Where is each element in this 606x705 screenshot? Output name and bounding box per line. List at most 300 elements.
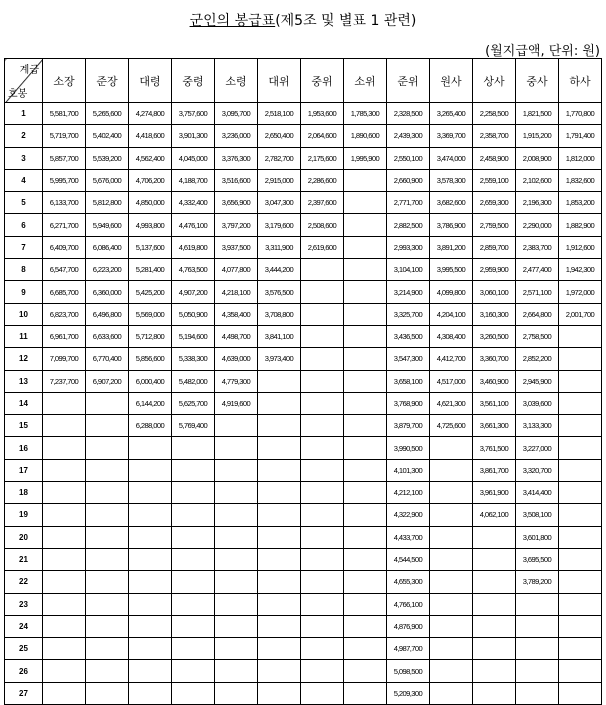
pay-cell <box>258 548 301 570</box>
pay-cell <box>301 437 344 459</box>
step-label: 15 <box>5 415 43 437</box>
pay-cell <box>344 348 387 370</box>
pay-cell: 3,320,700 <box>516 459 559 481</box>
pay-cell <box>86 526 129 548</box>
pay-cell <box>172 571 215 593</box>
pay-cell: 4,544,500 <box>387 548 430 570</box>
pay-cell <box>43 660 86 682</box>
pay-cell: 6,547,700 <box>43 259 86 281</box>
pay-cell <box>301 638 344 660</box>
pay-cell <box>559 638 602 660</box>
table-row <box>5 526 602 548</box>
step-label: 8 <box>5 259 43 281</box>
step-label: 9 <box>5 281 43 303</box>
pay-cell: 5,812,800 <box>86 192 129 214</box>
pay-cell <box>301 548 344 570</box>
pay-cell <box>301 615 344 637</box>
pay-cell: 4,779,300 <box>215 370 258 392</box>
pay-cell: 2,175,600 <box>301 147 344 169</box>
pay-cell <box>86 415 129 437</box>
pay-cell <box>430 638 473 660</box>
pay-cell: 3,768,900 <box>387 392 430 414</box>
pay-cell <box>430 660 473 682</box>
pay-cell <box>344 169 387 191</box>
pay-cell <box>129 593 172 615</box>
step-label: 14 <box>5 392 43 414</box>
header-row <box>5 59 602 103</box>
pay-cell: 3,757,600 <box>172 103 215 125</box>
pay-cell: 4,639,000 <box>215 348 258 370</box>
pay-cell: 3,039,600 <box>516 392 559 414</box>
table-row <box>5 415 602 437</box>
pay-cell <box>43 392 86 414</box>
pay-cell: 3,460,900 <box>473 370 516 392</box>
pay-cell: 6,685,700 <box>43 281 86 303</box>
step-label: 2 <box>5 125 43 147</box>
pay-cell <box>301 259 344 281</box>
pay-cell <box>430 459 473 481</box>
pay-cell <box>43 459 86 481</box>
pay-cell: 3,879,700 <box>387 415 430 437</box>
pay-cell <box>86 638 129 660</box>
pay-cell: 1,770,800 <box>559 103 602 125</box>
pay-cell: 4,308,400 <box>430 325 473 347</box>
pay-cell: 4,218,100 <box>215 281 258 303</box>
rank-header: 소령 <box>215 59 258 103</box>
pay-cell <box>258 593 301 615</box>
pay-cell <box>473 548 516 570</box>
pay-cell: 4,358,400 <box>215 303 258 325</box>
pay-cell: 5,209,300 <box>387 682 430 704</box>
pay-cell: 6,961,700 <box>43 325 86 347</box>
pay-cell: 5,581,700 <box>43 103 86 125</box>
pay-cell <box>344 593 387 615</box>
pay-cell <box>344 236 387 258</box>
pay-cell <box>301 571 344 593</box>
pay-cell <box>516 660 559 682</box>
pay-cell: 2,993,300 <box>387 236 430 258</box>
pay-cell <box>344 638 387 660</box>
pay-cell: 2,383,700 <box>516 236 559 258</box>
corner-step-label: 호봉 <box>8 89 28 100</box>
pay-cell: 5,949,600 <box>86 214 129 236</box>
pay-cell <box>258 638 301 660</box>
pay-cell: 1,912,600 <box>559 236 602 258</box>
table-row <box>5 615 602 637</box>
pay-cell <box>86 482 129 504</box>
pay-cell <box>129 526 172 548</box>
pay-cell: 6,133,700 <box>43 192 86 214</box>
table-row <box>5 437 602 459</box>
pay-cell: 3,547,300 <box>387 348 430 370</box>
pay-cell <box>516 682 559 704</box>
pay-cell <box>258 682 301 704</box>
pay-cell: 1,915,200 <box>516 125 559 147</box>
pay-cell <box>344 325 387 347</box>
step-label: 5 <box>5 192 43 214</box>
pay-cell <box>258 437 301 459</box>
pay-cell <box>215 660 258 682</box>
step-label: 7 <box>5 236 43 258</box>
pay-cell <box>43 415 86 437</box>
pay-cell <box>215 638 258 660</box>
pay-cell: 7,237,700 <box>43 370 86 392</box>
pay-cell: 6,223,200 <box>86 259 129 281</box>
pay-cell: 3,376,300 <box>215 147 258 169</box>
pay-cell: 3,260,500 <box>473 325 516 347</box>
pay-cell <box>559 482 602 504</box>
pay-cell: 2,945,900 <box>516 370 559 392</box>
pay-cell: 4,766,100 <box>387 593 430 615</box>
pay-cell: 3,236,000 <box>215 125 258 147</box>
title-reference: (제5조 및 별표 1 관련) <box>275 13 417 29</box>
pay-cell: 6,633,600 <box>86 325 129 347</box>
pay-cell: 6,770,400 <box>86 348 129 370</box>
pay-cell <box>43 482 86 504</box>
pay-cell <box>215 504 258 526</box>
pay-cell <box>559 660 602 682</box>
step-label: 19 <box>5 504 43 526</box>
pay-cell <box>301 281 344 303</box>
pay-cell: 3,414,400 <box>516 482 559 504</box>
table-row <box>5 103 602 125</box>
pay-cell: 6,000,400 <box>129 370 172 392</box>
pay-cell: 2,286,600 <box>301 169 344 191</box>
table-row <box>5 147 602 169</box>
pay-cell <box>430 571 473 593</box>
pay-cell: 2,660,900 <box>387 169 430 191</box>
pay-cell: 2,064,600 <box>301 125 344 147</box>
pay-cell <box>301 504 344 526</box>
pay-cell <box>473 682 516 704</box>
pay-cell <box>43 615 86 637</box>
pay-cell <box>301 682 344 704</box>
pay-cell <box>86 504 129 526</box>
pay-cell: 5,995,700 <box>43 169 86 191</box>
pay-cell: 4,850,000 <box>129 192 172 214</box>
pay-cell <box>129 682 172 704</box>
pay-cell <box>559 571 602 593</box>
pay-cell: 2,915,000 <box>258 169 301 191</box>
pay-cell <box>430 437 473 459</box>
pay-cell: 3,761,500 <box>473 437 516 459</box>
table-row <box>5 593 602 615</box>
pay-cell: 2,008,900 <box>516 147 559 169</box>
pay-cell <box>344 526 387 548</box>
pay-cell: 5,281,400 <box>129 259 172 281</box>
step-label: 6 <box>5 214 43 236</box>
pay-cell: 2,439,300 <box>387 125 430 147</box>
pay-cell <box>344 259 387 281</box>
pay-cell <box>258 526 301 548</box>
pay-cell <box>516 593 559 615</box>
pay-cell: 2,650,400 <box>258 125 301 147</box>
pay-cell: 3,789,200 <box>516 571 559 593</box>
pay-cell <box>473 526 516 548</box>
pay-cell: 4,562,400 <box>129 147 172 169</box>
pay-cell <box>258 504 301 526</box>
table-row <box>5 192 602 214</box>
pay-cell: 4,725,600 <box>430 415 473 437</box>
pay-cell <box>129 638 172 660</box>
pay-cell: 4,212,100 <box>387 482 430 504</box>
pay-cell: 2,458,900 <box>473 147 516 169</box>
pay-cell: 3,578,300 <box>430 169 473 191</box>
pay-cell: 3,995,500 <box>430 259 473 281</box>
step-label: 12 <box>5 348 43 370</box>
pay-cell: 5,539,200 <box>86 147 129 169</box>
pay-cell: 3,104,100 <box>387 259 430 281</box>
pay-cell: 1,821,500 <box>516 103 559 125</box>
pay-cell <box>129 482 172 504</box>
table-row <box>5 504 602 526</box>
pay-cell <box>172 482 215 504</box>
step-label: 24 <box>5 615 43 637</box>
pay-cell <box>559 459 602 481</box>
pay-cell: 6,907,200 <box>86 370 129 392</box>
pay-cell: 4,412,700 <box>430 348 473 370</box>
pay-cell: 2,619,600 <box>301 236 344 258</box>
pay-cell <box>559 415 602 437</box>
pay-cell <box>215 593 258 615</box>
pay-cell <box>301 325 344 347</box>
pay-cell: 5,676,000 <box>86 169 129 191</box>
pay-cell <box>86 392 129 414</box>
step-label: 3 <box>5 147 43 169</box>
step-label: 11 <box>5 325 43 347</box>
pay-cell: 5,569,000 <box>129 303 172 325</box>
rank-header: 준장 <box>86 59 129 103</box>
step-label: 13 <box>5 370 43 392</box>
rank-header: 소위 <box>344 59 387 103</box>
pay-cell <box>430 615 473 637</box>
pay-cell <box>215 437 258 459</box>
pay-cell: 2,196,300 <box>516 192 559 214</box>
pay-cell <box>344 482 387 504</box>
pay-cell: 5,712,800 <box>129 325 172 347</box>
pay-cell <box>344 548 387 570</box>
pay-cell: 1,942,300 <box>559 259 602 281</box>
pay-cell <box>559 526 602 548</box>
pay-cell <box>129 615 172 637</box>
pay-cell <box>172 526 215 548</box>
pay-cell: 4,101,300 <box>387 459 430 481</box>
pay-cell: 6,496,800 <box>86 303 129 325</box>
pay-cell: 5,338,300 <box>172 348 215 370</box>
pay-cell <box>516 615 559 637</box>
pay-cell <box>301 660 344 682</box>
pay-cell <box>129 548 172 570</box>
pay-cell <box>559 615 602 637</box>
pay-cell: 5,857,700 <box>43 147 86 169</box>
title-main: 군인의 봉급표 <box>189 13 276 29</box>
pay-cell: 4,987,700 <box>387 638 430 660</box>
pay-cell: 3,658,100 <box>387 370 430 392</box>
pay-cell: 2,508,600 <box>301 214 344 236</box>
pay-cell: 1,791,400 <box>559 125 602 147</box>
pay-cell <box>473 660 516 682</box>
pay-cell <box>258 370 301 392</box>
pay-cell: 3,227,000 <box>516 437 559 459</box>
pay-cell: 1,785,300 <box>344 103 387 125</box>
pay-cell <box>258 415 301 437</box>
pay-cell: 3,937,500 <box>215 236 258 258</box>
pay-cell: 2,397,600 <box>301 192 344 214</box>
rank-header: 중사 <box>516 59 559 103</box>
pay-cell: 2,859,700 <box>473 236 516 258</box>
pay-cell <box>559 437 602 459</box>
table-row <box>5 281 602 303</box>
pay-cell: 5,625,700 <box>172 392 215 414</box>
step-label: 1 <box>5 103 43 125</box>
pay-cell: 3,160,300 <box>473 303 516 325</box>
rank-header: 대령 <box>129 59 172 103</box>
table-row <box>5 459 602 481</box>
pay-cell <box>559 348 602 370</box>
rank-header: 원사 <box>430 59 473 103</box>
step-label: 21 <box>5 548 43 570</box>
pay-cell: 4,876,900 <box>387 615 430 637</box>
pay-cell <box>215 571 258 593</box>
table-row <box>5 325 602 347</box>
pay-cell: 3,508,100 <box>516 504 559 526</box>
pay-cell <box>301 526 344 548</box>
rank-header: 준위 <box>387 59 430 103</box>
rank-header: 대위 <box>258 59 301 103</box>
pay-cell <box>215 415 258 437</box>
table-row <box>5 259 602 281</box>
pay-cell <box>43 504 86 526</box>
pay-cell <box>344 281 387 303</box>
pay-cell: 4,099,800 <box>430 281 473 303</box>
pay-cell <box>559 370 602 392</box>
pay-cell: 4,188,700 <box>172 169 215 191</box>
pay-cell <box>344 437 387 459</box>
table-row <box>5 348 602 370</box>
rank-header: 하사 <box>559 59 602 103</box>
table-row <box>5 236 602 258</box>
pay-cell: 3,891,200 <box>430 236 473 258</box>
step-label: 26 <box>5 660 43 682</box>
pay-cell <box>430 593 473 615</box>
pay-cell <box>301 593 344 615</box>
pay-cell <box>430 482 473 504</box>
pay-cell: 3,133,300 <box>516 415 559 437</box>
pay-table <box>4 58 602 705</box>
pay-cell: 4,907,200 <box>172 281 215 303</box>
pay-cell <box>559 593 602 615</box>
pay-cell <box>344 459 387 481</box>
step-label: 27 <box>5 682 43 704</box>
pay-cell <box>215 482 258 504</box>
pay-cell <box>344 392 387 414</box>
pay-cell <box>258 615 301 637</box>
pay-cell: 6,271,700 <box>43 214 86 236</box>
pay-cell: 1,882,900 <box>559 214 602 236</box>
pay-cell <box>129 504 172 526</box>
pay-cell: 5,402,400 <box>86 125 129 147</box>
pay-cell: 5,856,600 <box>129 348 172 370</box>
step-label: 4 <box>5 169 43 191</box>
pay-cell: 4,517,000 <box>430 370 473 392</box>
pay-cell <box>172 638 215 660</box>
pay-cell: 2,559,100 <box>473 169 516 191</box>
pay-cell: 2,001,700 <box>559 303 602 325</box>
pay-cell <box>430 548 473 570</box>
pay-cell <box>215 526 258 548</box>
pay-cell <box>430 682 473 704</box>
pay-cell <box>258 571 301 593</box>
pay-cell <box>86 615 129 637</box>
step-label: 25 <box>5 638 43 660</box>
pay-cell <box>215 682 258 704</box>
pay-cell: 2,664,800 <box>516 303 559 325</box>
pay-cell <box>43 548 86 570</box>
pay-cell: 3,682,600 <box>430 192 473 214</box>
pay-cell: 3,561,100 <box>473 392 516 414</box>
pay-cell: 4,045,000 <box>172 147 215 169</box>
pay-cell: 2,782,700 <box>258 147 301 169</box>
pay-cell: 4,418,600 <box>129 125 172 147</box>
pay-cell: 1,972,000 <box>559 281 602 303</box>
pay-cell: 3,661,300 <box>473 415 516 437</box>
pay-cell: 4,993,800 <box>129 214 172 236</box>
table-row <box>5 548 602 570</box>
pay-cell: 3,786,900 <box>430 214 473 236</box>
pay-cell <box>430 526 473 548</box>
pay-cell: 3,708,800 <box>258 303 301 325</box>
pay-cell <box>344 192 387 214</box>
table-row <box>5 682 602 704</box>
pay-cell: 2,477,400 <box>516 259 559 281</box>
pay-cell: 1,812,000 <box>559 147 602 169</box>
pay-cell <box>344 303 387 325</box>
pay-cell <box>129 437 172 459</box>
pay-cell: 4,274,800 <box>129 103 172 125</box>
pay-cell <box>129 459 172 481</box>
pay-cell: 3,444,200 <box>258 259 301 281</box>
pay-cell <box>172 437 215 459</box>
pay-cell: 2,571,100 <box>516 281 559 303</box>
pay-cell <box>43 682 86 704</box>
pay-cell: 6,288,000 <box>129 415 172 437</box>
pay-cell <box>43 526 86 548</box>
pay-cell: 2,258,500 <box>473 103 516 125</box>
pay-cell <box>215 548 258 570</box>
pay-cell: 3,797,200 <box>215 214 258 236</box>
pay-cell: 3,179,600 <box>258 214 301 236</box>
pay-cell: 2,882,500 <box>387 214 430 236</box>
pay-cell <box>344 615 387 637</box>
pay-cell: 2,102,600 <box>516 169 559 191</box>
pay-cell <box>258 482 301 504</box>
table-row <box>5 660 602 682</box>
pay-cell <box>86 437 129 459</box>
pay-cell: 1,853,200 <box>559 192 602 214</box>
pay-cell <box>258 392 301 414</box>
pay-cell: 6,144,200 <box>129 392 172 414</box>
pay-cell: 3,656,900 <box>215 192 258 214</box>
pay-cell: 2,959,900 <box>473 259 516 281</box>
pay-cell: 3,436,500 <box>387 325 430 347</box>
pay-cell: 5,425,200 <box>129 281 172 303</box>
pay-cell: 3,516,600 <box>215 169 258 191</box>
table-row <box>5 638 602 660</box>
corner-header <box>5 59 43 103</box>
pay-cell <box>430 504 473 526</box>
pay-cell <box>172 682 215 704</box>
pay-cell: 2,550,100 <box>387 147 430 169</box>
